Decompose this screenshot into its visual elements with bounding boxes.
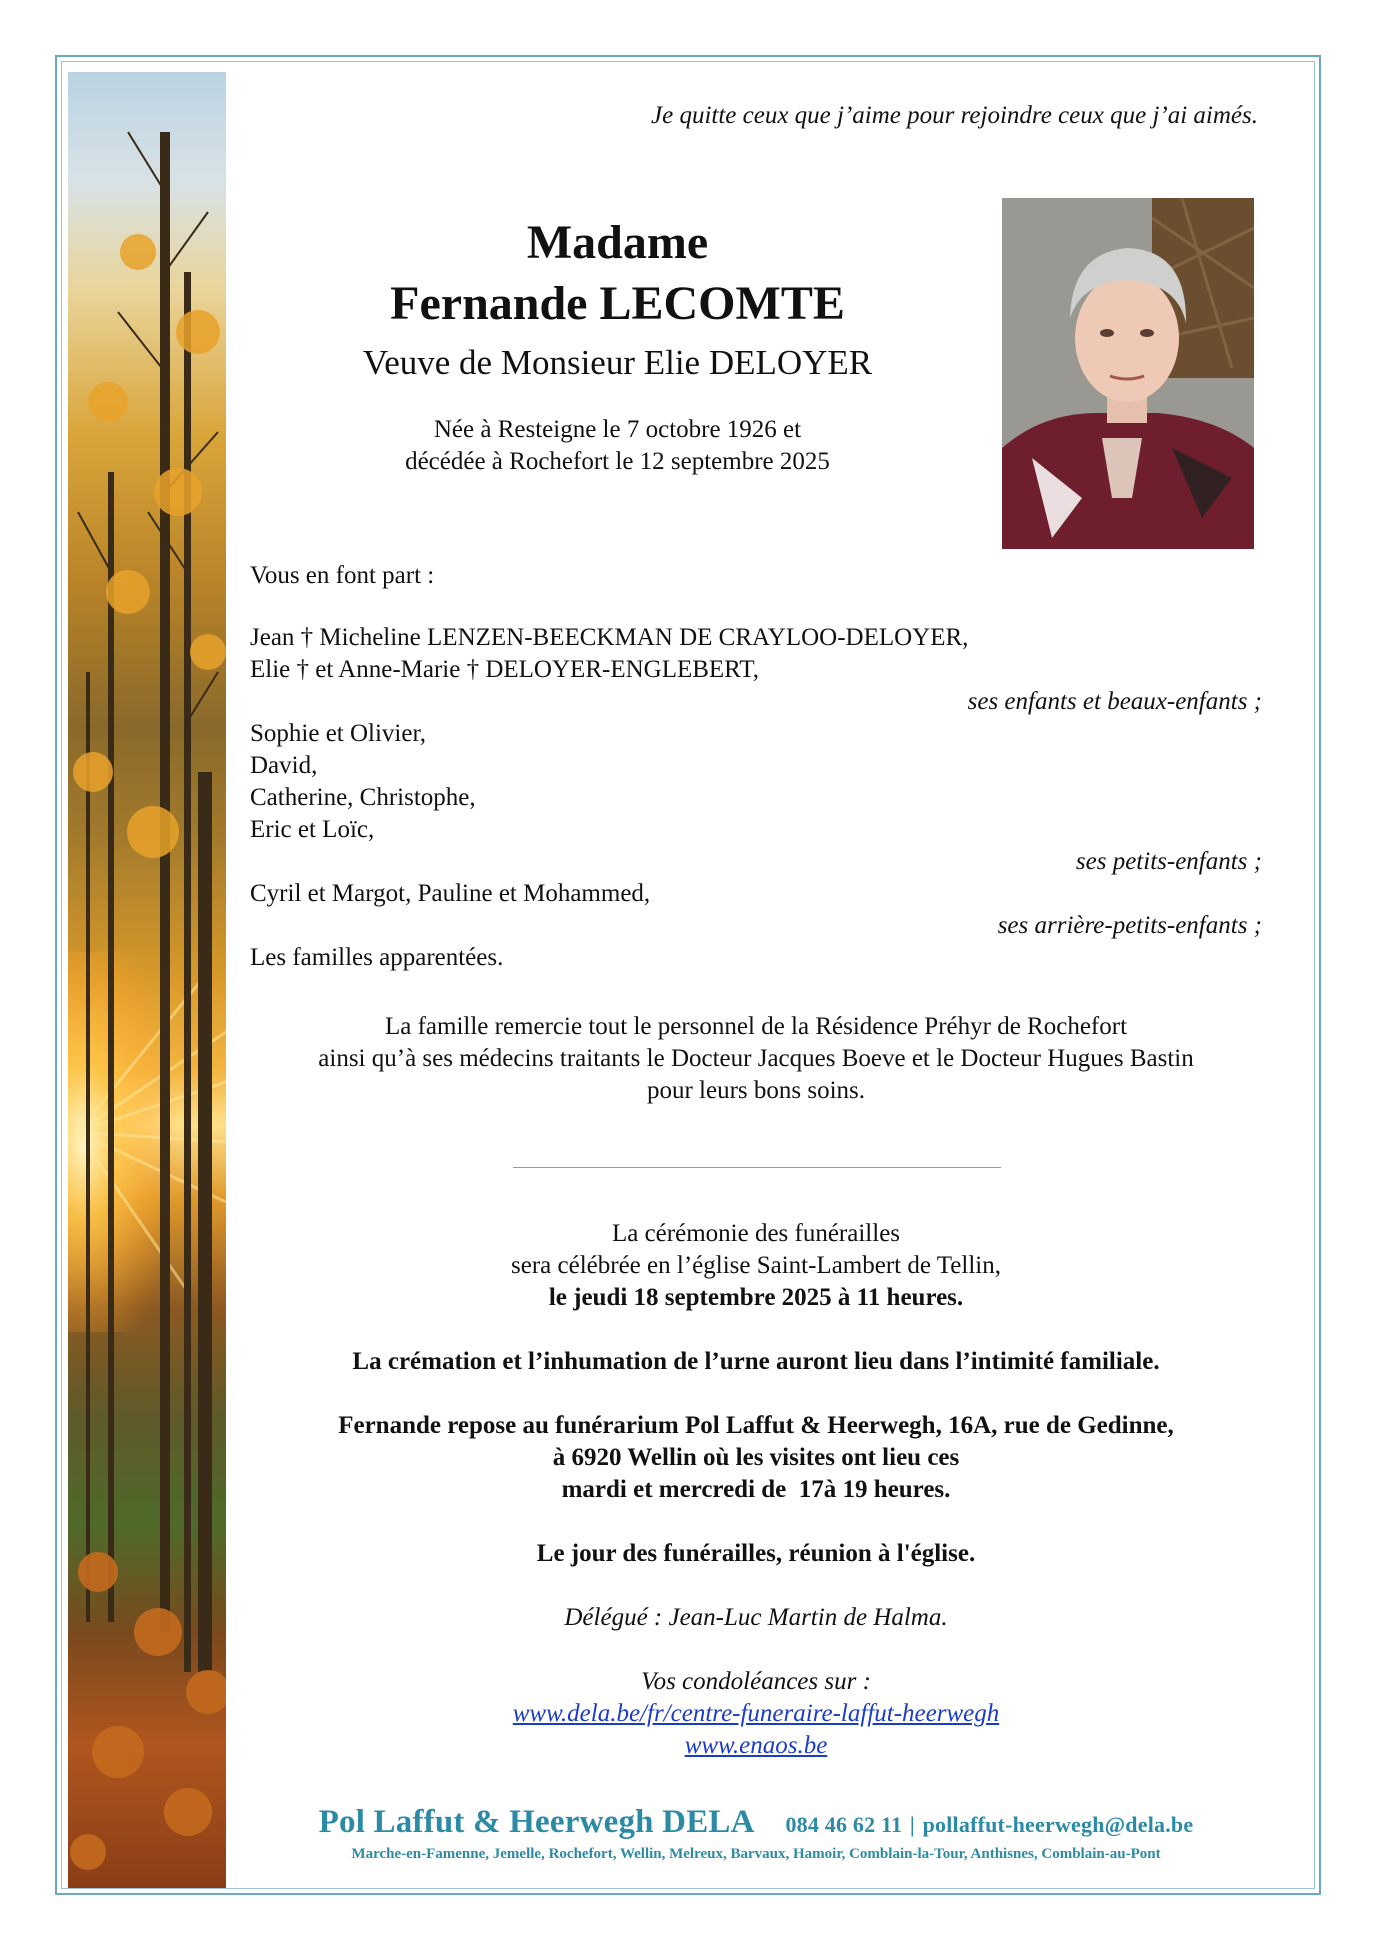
children-label: ses enfants et beaux-enfants ; bbox=[967, 688, 1262, 715]
delegate-line: Délégué : Jean-Luc Martin de Halma. bbox=[564, 1604, 948, 1631]
ceremony-line: La cérémonie des funérailles bbox=[611, 1220, 901, 1247]
footer-phone: 084 46 62 11 bbox=[785, 1812, 903, 1837]
birth-death-dates bbox=[250, 414, 985, 478]
condolences-link-dela[interactable]: www.dela.be/fr/centre-funeraire-laffut-heerwegh bbox=[512, 1700, 1000, 1727]
thanks-paragraph bbox=[250, 1011, 1262, 1107]
family-list bbox=[250, 622, 1262, 974]
grandchild-line: Sophie et Olivier, bbox=[250, 720, 427, 747]
deceased-honorific: Madame bbox=[526, 216, 709, 269]
grandchild-line: David, bbox=[250, 752, 318, 779]
ceremony-line: sera célébrée en l’église Saint-Lambert de Tellin, bbox=[511, 1252, 1001, 1279]
ceremony-section bbox=[250, 1218, 1262, 1762]
child-line: Jean † Micheline LENZEN-BEECKMAN DE CRAYLOO-DELOYER, bbox=[250, 624, 969, 651]
thanks-line: pour leurs bons soins. bbox=[646, 1077, 866, 1104]
deceased-name: Fernande LECOMTE bbox=[390, 277, 845, 330]
funeral-home-footer bbox=[250, 1804, 1262, 1863]
child-line: Elie † et Anne-Marie † DELOYER-ENGLEBERT, bbox=[250, 656, 760, 683]
footer-separator: | bbox=[909, 1812, 915, 1837]
funeral-home-logo-text: Pol Laffut & Heerwegh DELA bbox=[318, 1804, 755, 1840]
cremation-note: La crémation et l’inhumation de l’urne auront lieu dans l’intimité familiale. bbox=[352, 1348, 1160, 1375]
footer-locations: Marche-en-Famenne, Jemelle, Rochefort, Wellin, Melreux, Barvaux, Hamoir, Comblain-la-Tour, Anthisnes, Comblain-au-Pont bbox=[351, 1846, 1161, 1862]
great-grandchild-line: Cyril et Margot, Pauline et Mohammed, bbox=[250, 880, 651, 907]
birth-line: Née à Resteigne le 7 octobre 1926 et bbox=[433, 416, 802, 443]
condolences-link-enaos[interactable]: www.enaos.be bbox=[684, 1732, 828, 1759]
ceremony-date: le jeudi 18 septembre 2025 à 11 heures. bbox=[548, 1284, 964, 1311]
thanks-line: ainsi qu’à ses médecins traitants le Docteur Jacques Boeve et le Docteur Hugues Bastin bbox=[318, 1045, 1194, 1072]
opening-quote: Je quitte ceux que j’aime pour rejoindre ceux que j’ai aimés. bbox=[651, 102, 1258, 129]
grandchild-line: Eric et Loïc, bbox=[250, 816, 375, 843]
portrait-photo bbox=[1002, 198, 1254, 549]
death-line: décédée à Rochefort le 12 septembre 2025 bbox=[405, 448, 830, 475]
autumn-forest-image bbox=[68, 72, 226, 1888]
thanks-line: La famille remercie tout le personnel de la Résidence Préhyr de Rochefort bbox=[384, 1013, 1128, 1040]
great-grandchildren-label: ses arrière-petits-enfants ; bbox=[997, 912, 1262, 939]
condolences-label: Vos condoléances sur : bbox=[641, 1668, 871, 1695]
grandchildren-label: ses petits-enfants ; bbox=[1075, 848, 1262, 875]
deceased-spouse: Veuve de Monsieur Elie DELOYER bbox=[362, 343, 873, 382]
repose-line: à 6920 Wellin où les visites ont lieu ces bbox=[552, 1444, 960, 1471]
footer-email: pollaffut-heerwegh@dela.be bbox=[922, 1812, 1194, 1837]
repose-line: Fernande repose au funérarium Pol Laffut & Heerwegh, 16A, rue de Gedinne, bbox=[338, 1412, 1174, 1439]
meeting-note: Le jour des funérailles, réunion à l'église. bbox=[536, 1540, 976, 1567]
relatives-line: Les familles apparentées. bbox=[250, 944, 504, 971]
separator-line bbox=[513, 1167, 1001, 1168]
grandchild-line: Catherine, Christophe, bbox=[250, 784, 476, 811]
visit-hours: mardi et mercredi de 17à 19 heures. bbox=[561, 1476, 951, 1503]
announce-label: Vous en font part : bbox=[250, 562, 435, 589]
